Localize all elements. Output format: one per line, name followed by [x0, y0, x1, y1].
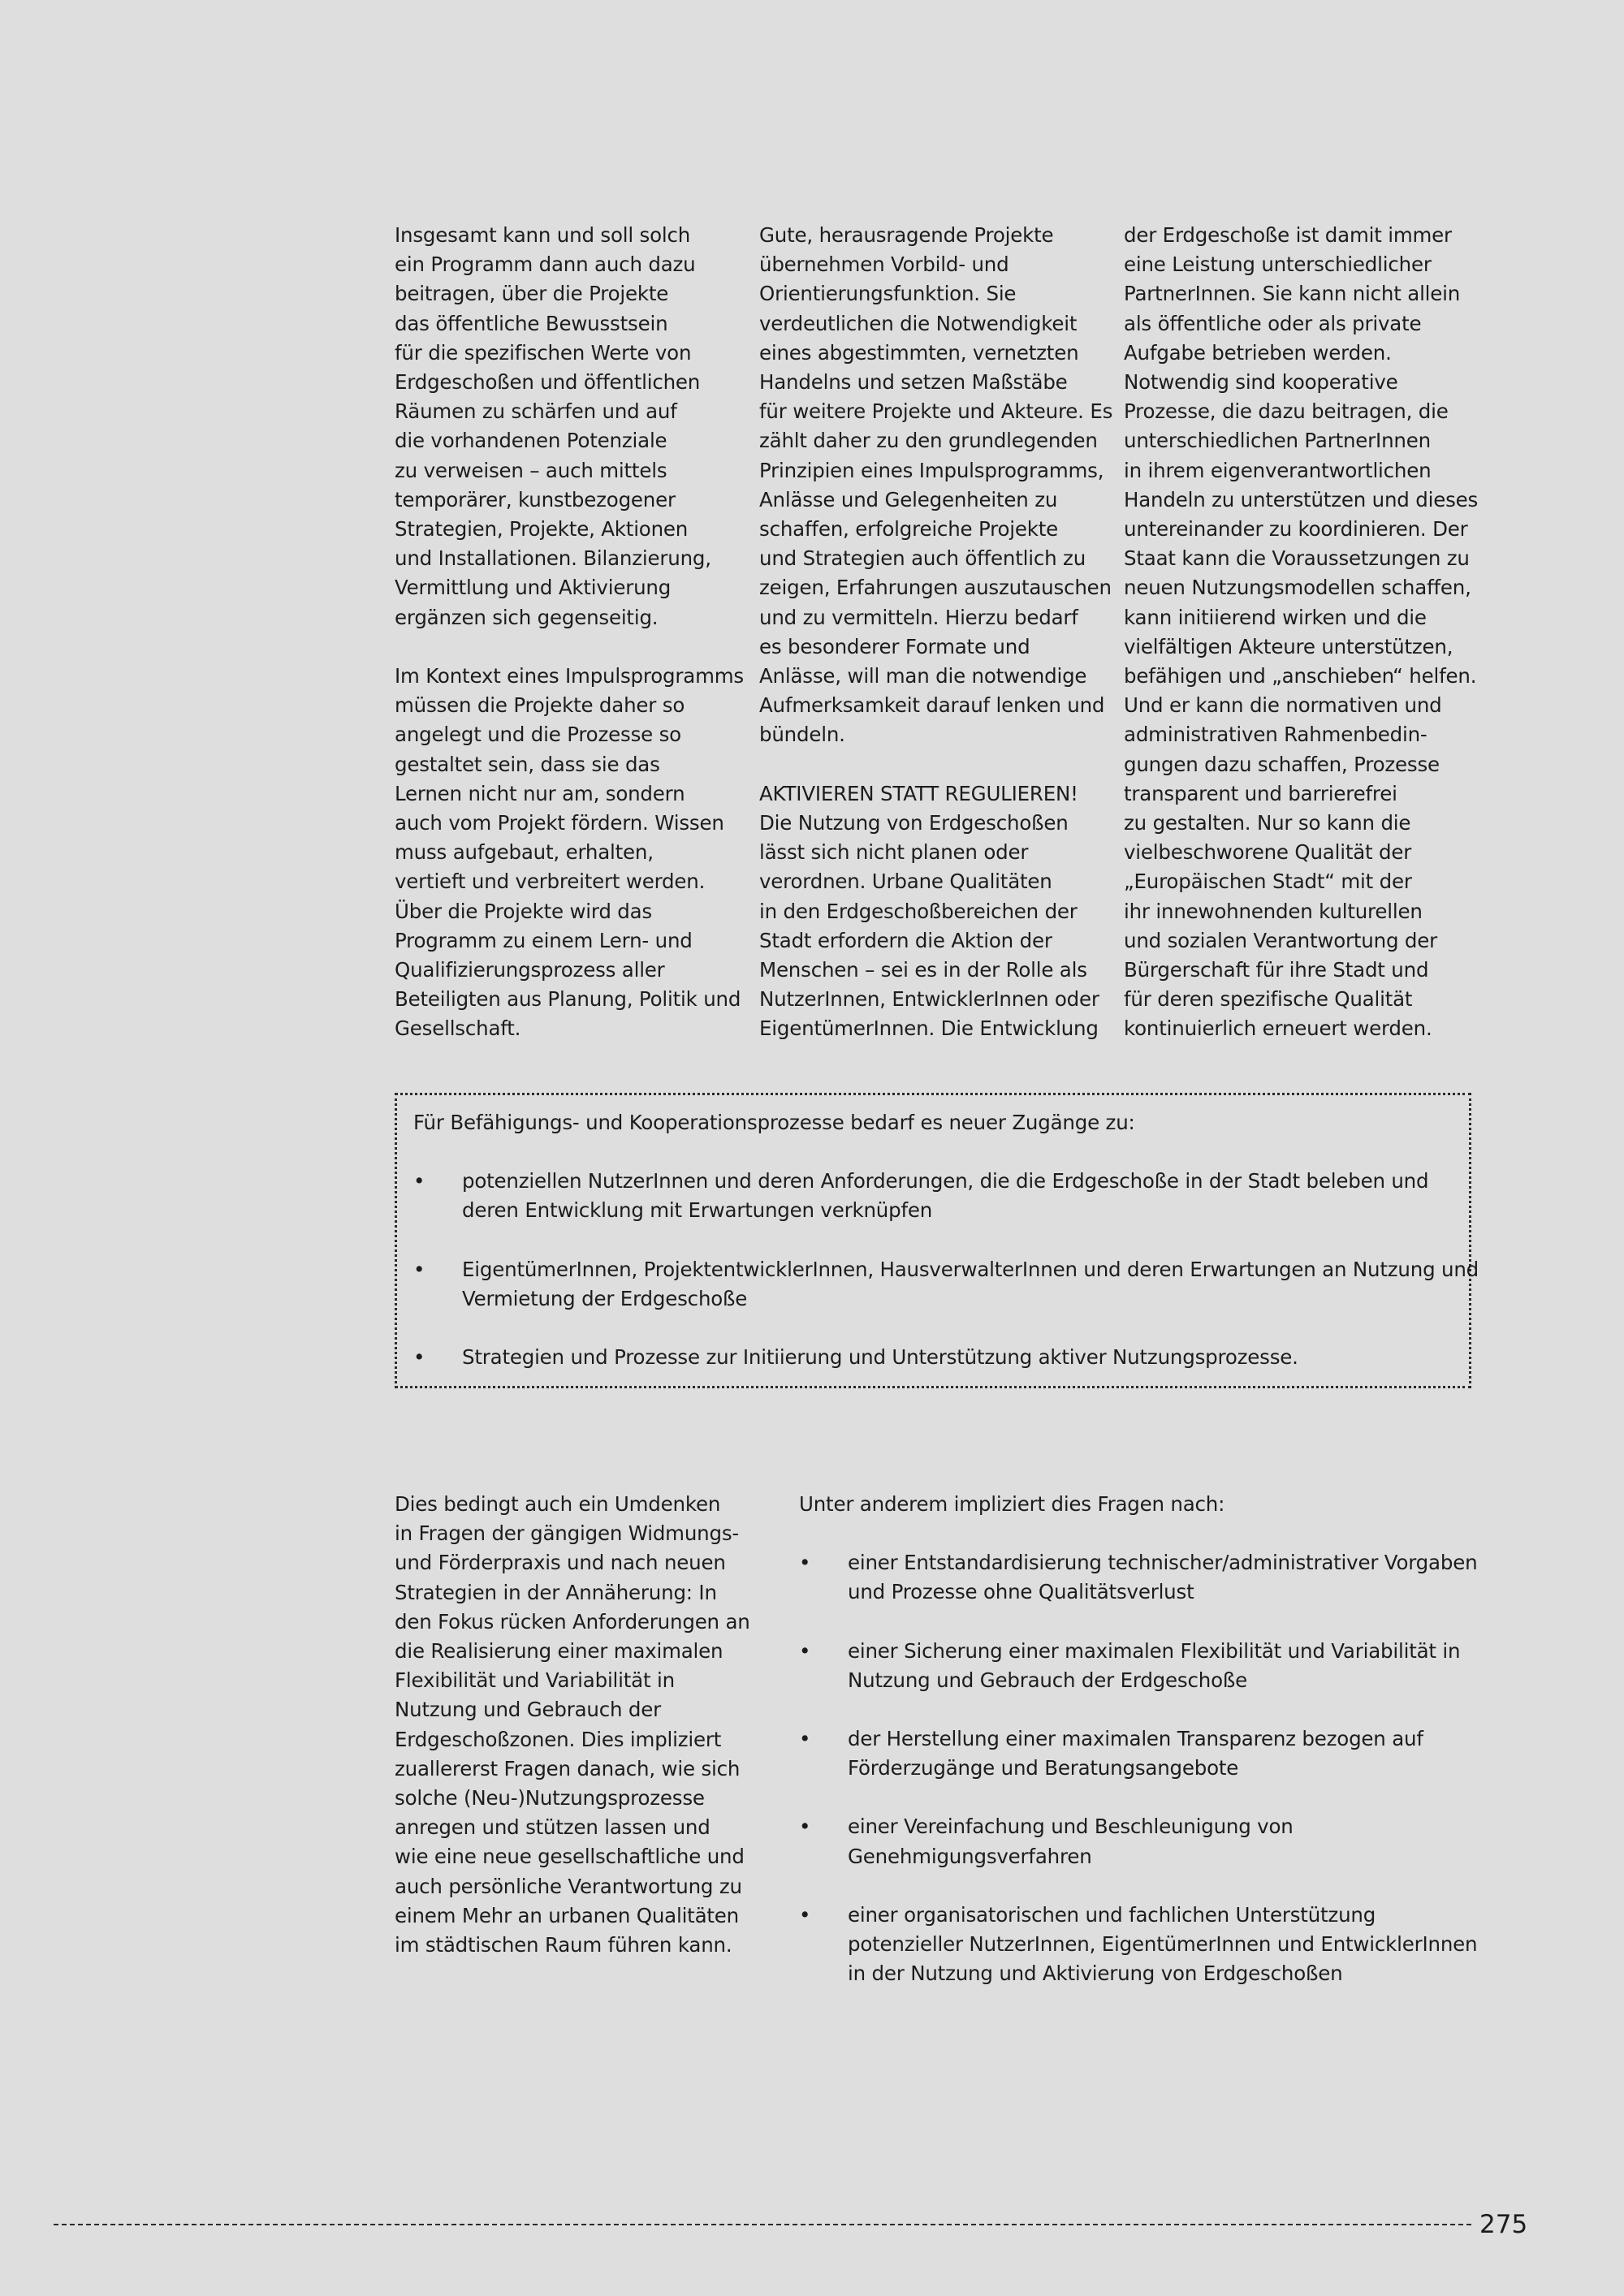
text-line: Prinzipien eines Impulsprogramms, [759, 458, 1104, 482]
text-line: und zu vermitteln. Hierzu bedarf [759, 605, 1078, 629]
text-line: Orientierungsfunktion. Sie [759, 282, 1017, 306]
paragraph [395, 221, 728, 632]
text-line: Räumen zu schärfen und auf [395, 399, 677, 424]
text-column-1 [395, 221, 744, 1044]
text-line: zählt daher zu den grundlegenden [759, 429, 1098, 453]
text-line: Im Kontext eines Impulsprogramms [395, 664, 744, 688]
text-line: verordnen. Urbane Qualitäten [759, 870, 1052, 894]
text-line: „Europäischen Stadt“ mit der [1124, 870, 1412, 894]
text-line: vielfältigen Akteure unterstützen, [1124, 634, 1453, 658]
text-line: das öffentliche Bewusstsein [395, 311, 668, 335]
list-item [413, 1343, 1469, 1372]
lower-right-intro: Unter anderem impliziert dies Fragen nach: [799, 1492, 1225, 1516]
bullet-icon: • [413, 1169, 425, 1193]
text-line: temporärer, kunstbezogener [395, 487, 676, 511]
text-line: Aufgabe betrieben werden. [1124, 340, 1392, 365]
bullet-icon: • [413, 1345, 425, 1370]
bullet-icon: • [413, 1257, 425, 1281]
list-item-line: Nutzung und Gebrauch der Erdgeschoße [848, 1668, 1247, 1692]
text-line: zu verweisen – auch mittels [395, 458, 667, 482]
text-line: die Realisierung einer maximalen [395, 1639, 723, 1664]
text-line: zeigen, Erfahrungen auszutauschen [759, 576, 1112, 600]
text-line: die vorhandenen Potenziale [395, 429, 667, 453]
text-line: schaffen, erfolgreiche Projekte [759, 517, 1059, 542]
text-line: eines abgestimmten, vernetzten [759, 340, 1079, 365]
text-line: Strategien, Projekte, Aktionen [395, 517, 689, 542]
list-item-line: Förderzugänge und Beratungsangebote [848, 1756, 1239, 1780]
text-line: bündeln. [759, 723, 845, 747]
text-line: Und er kann die normativen und [1124, 693, 1442, 718]
paragraph [759, 779, 1099, 1044]
list-item [413, 1255, 1479, 1314]
text-line: eine Leistung unterschiedlicher [1124, 252, 1432, 277]
paragraph [395, 662, 744, 1044]
text-line: untereinander zu koordinieren. Der [1124, 517, 1468, 542]
text-line: und Installationen. Bilanzierung, [395, 546, 711, 571]
text-column-3 [1124, 221, 1479, 1044]
text-line: Insgesamt kann und soll solch [395, 223, 691, 247]
text-line: EigentümerInnen. Die Entwicklung [759, 1016, 1099, 1041]
text-line: und Strategien auch öffentlich zu [759, 546, 1086, 571]
text-line: den Fokus rücken Anforderungen an [395, 1609, 750, 1634]
text-line: Gute, herausragende Projekte [759, 223, 1054, 247]
paragraph-gap [395, 632, 728, 662]
text-line: Anlässe, will man die notwendige [759, 664, 1087, 688]
list-item-line: einer organisatorischen und fachlichen Unterstützung [848, 1902, 1376, 1927]
text-line: PartnerInnen. Sie kann nicht allein [1124, 282, 1461, 306]
bullet-icon: • [799, 1902, 811, 1927]
text-line: Staat kann die Voraussetzungen zu [1124, 546, 1470, 571]
text-line: Anlässe und Gelegenheiten zu [759, 487, 1058, 511]
text-line: Dies bedingt auch ein Umdenken [395, 1492, 721, 1516]
text-line: Beteiligten aus Planung, Politik und [395, 987, 741, 1012]
lower-right-list [799, 1548, 1481, 1988]
text-line: administrativen Rahmenbedin- [1124, 723, 1427, 747]
text-line: befähigen und „anschieben“ helfen. [1124, 664, 1477, 688]
text-line: muss aufgebaut, erhalten, [395, 840, 654, 865]
text-line: Flexibilität und Variabilität in [395, 1668, 675, 1693]
list-item [799, 1637, 1481, 1695]
text-line: solche (Neu-)Nutzungsprozesse [395, 1786, 705, 1810]
paragraph-gap [759, 750, 1092, 779]
list-item-line: EigentümerInnen, ProjektentwicklerInnen, HausverwalterInnen und deren Erwartungen an Nutzung und [462, 1257, 1479, 1281]
bullet-icon: • [799, 1551, 811, 1575]
text-line: Aufmerksamkeit darauf lenken und [759, 693, 1105, 718]
text-line: vertieft und verbreitert werden. [395, 870, 706, 894]
text-line: Stadt erfordern die Aktion der [759, 928, 1052, 952]
list-item-line: einer Entstandardisierung technischer/administrativer Vorgaben [848, 1551, 1478, 1575]
text-line: Vermittlung und Aktivierung [395, 576, 672, 600]
list-item [799, 1812, 1481, 1871]
text-line: verdeutlichen die Notwendigkeit [759, 311, 1078, 335]
bullet-icon: • [799, 1815, 811, 1839]
info-box-intro: Für Befähigungs- und Kooperationsprozesse bedarf es neuer Zugänge zu: [413, 1111, 1135, 1134]
text-line: kann initiierend wirken und die [1124, 605, 1427, 629]
text-line: in ihrem eigenverantwortlichen [1124, 458, 1432, 482]
text-line: für deren spezifische Qualität [1124, 987, 1413, 1012]
text-line: Nutzung und Gebrauch der [395, 1698, 662, 1722]
text-line: der Erdgeschoße ist damit immer [1124, 223, 1452, 247]
text-line: auch vom Projekt fördern. Wissen [395, 811, 724, 835]
info-box-list [413, 1167, 1479, 1372]
list-item-line: potenziellen NutzerInnen und deren Anforderungen, die die Erdgeschoße in der Stadt beleben und [462, 1169, 1429, 1193]
list-item [413, 1167, 1469, 1225]
text-line: Programm zu einem Lern- und [395, 928, 693, 952]
page-number: 275 [1479, 2210, 1528, 2239]
text-line: Notwendig sind kooperative [1124, 370, 1398, 395]
text-line: anregen und stützen lassen und [395, 1815, 710, 1840]
list-item [799, 1724, 1481, 1783]
text-line: transparent und barrierefrei [1124, 781, 1397, 805]
text-line: Erdgeschoßen und öffentlichen [395, 370, 701, 395]
text-line: ergänzen sich gegenseitig. [395, 605, 659, 629]
text-line: beitragen, über die Projekte [395, 282, 669, 306]
text-line: Die Nutzung von Erdgeschoßen [759, 811, 1069, 835]
paragraph [759, 221, 1113, 750]
lower-right-section [799, 1490, 1481, 1988]
footer-dashed-rule [54, 2224, 1471, 2225]
list-item-line: und Prozesse ohne Qualitätsverlust [848, 1580, 1194, 1604]
list-item-line: potenzieller NutzerInnen, EigentümerInnen und EntwicklerInnen [848, 1932, 1478, 1957]
list-item [799, 1548, 1481, 1607]
text-line: NutzerInnen, EntwicklerInnen oder [759, 987, 1099, 1012]
text-line: ein Programm dann auch dazu [395, 252, 696, 277]
text-line: für weitere Projekte und Akteure. Es [759, 399, 1113, 424]
text-line: angelegt und die Prozesse so [395, 723, 681, 747]
list-item-line: Strategien und Prozesse zur Initiierung und Unterstützung aktiver Nutzungsprozesse. [462, 1345, 1298, 1370]
paragraph [1124, 221, 1479, 1044]
text-line: neuen Nutzungsmodellen schaffen, [1124, 576, 1471, 600]
text-column-2 [759, 221, 1113, 1044]
text-line: lässt sich nicht planen oder [759, 840, 1029, 865]
text-line: für die spezifischen Werte von [395, 340, 692, 365]
text-line: müssen die Projekte daher so [395, 693, 685, 718]
list-item-line: Vermietung der Erdgeschoße [462, 1286, 748, 1310]
text-line: zu gestalten. Nur so kann die [1124, 811, 1411, 835]
text-line: Handelns und setzen Maßstäbe [759, 370, 1068, 395]
text-line: und sozialen Verantwortung der [1124, 928, 1437, 952]
text-line: als öffentliche oder als private [1124, 311, 1422, 335]
text-line: wie eine neue gesellschaftliche und [395, 1845, 745, 1869]
text-line: in Fragen der gängigen Widmungs- [395, 1521, 740, 1546]
text-line: Qualifizierungsprozess aller [395, 958, 665, 982]
list-item-line: der Herstellung einer maximalen Transparenz bezogen auf [848, 1727, 1423, 1751]
text-line: gestaltet sein, dass sie das [395, 752, 660, 776]
text-line: Prozesse, die dazu beitragen, die [1124, 399, 1449, 424]
text-line: Lernen nicht nur am, sondern [395, 781, 685, 805]
text-line: ihr innewohnenden kulturellen [1124, 899, 1423, 923]
text-line: Strategien in der Annäherung: In [395, 1580, 717, 1604]
list-item-line: in der Nutzung und Aktivierung von Erdgeschoßen [848, 1962, 1343, 1986]
text-line: es besonderer Formate und [759, 634, 1030, 658]
text-line: gungen dazu schaffen, Prozesse [1124, 752, 1440, 776]
text-line: vielbeschworene Qualität der [1124, 840, 1412, 865]
text-line: übernehmen Vorbild- und [759, 252, 1009, 277]
list-item-line: einer Vereinfachung und Beschleunigung von [848, 1815, 1294, 1839]
list-item-line: deren Entwicklung mit Erwartungen verknüpfen [462, 1198, 933, 1223]
text-line: kontinuierlich erneuert werden. [1124, 1016, 1432, 1041]
text-line: im städtischen Raum führen kann. [395, 1933, 732, 1957]
list-item [799, 1901, 1481, 1989]
list-item-line: Genehmigungsverfahren [848, 1844, 1092, 1868]
text-line: Bürgerschaft für ihre Stadt und [1124, 958, 1429, 982]
lower-left-paragraph [395, 1490, 760, 1960]
text-line: und Förderpraxis und nach neuen [395, 1551, 726, 1575]
text-line: Gesellschaft. [395, 1016, 521, 1041]
text-line: Handeln zu unterstützen und dieses [1124, 487, 1479, 511]
text-line: auch persönliche Verantwortung zu [395, 1874, 742, 1898]
text-line: Menschen – sei es in der Rolle als [759, 958, 1087, 982]
bullet-icon: • [799, 1638, 811, 1663]
text-line: zuallererst Fragen danach, wie sich [395, 1756, 741, 1780]
text-line: Über die Projekte wird das [395, 899, 652, 923]
info-box [395, 1093, 1479, 1388]
text-line: einem Mehr an urbanen Qualitäten [395, 1903, 740, 1927]
text-line: unterschiedlichen PartnerInnen [1124, 429, 1431, 453]
bullet-icon: • [799, 1727, 811, 1751]
text-line: AKTIVIEREN STATT REGULIEREN! [759, 781, 1078, 805]
text-line: Erdgeschoßzonen. Dies impliziert [395, 1727, 722, 1751]
text-line: in den Erdgeschoßbereichen der [759, 899, 1078, 923]
list-item-line: einer Sicherung einer maximalen Flexibilität und Variabilität in [848, 1638, 1461, 1663]
